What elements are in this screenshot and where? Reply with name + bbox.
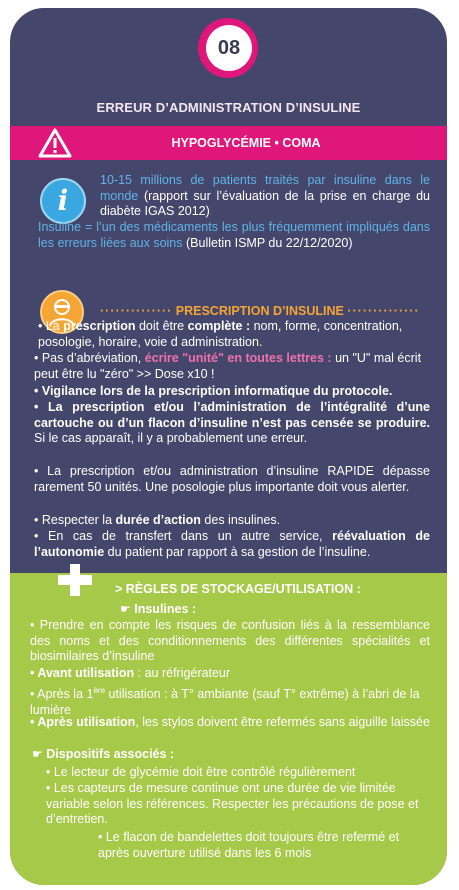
pointing-hand-icon-devices: ☛ (32, 747, 43, 761)
plus-icon-vertical (70, 564, 80, 596)
insulin-error-card (10, 8, 447, 885)
hypoglycemia-label: HYPOGLYCÉMIE • COMA (171, 136, 321, 150)
prescription-bullet-complete: • La prescription doit être complète : nom, forme, concentration, posologie, horaire, voie d administration. (38, 319, 403, 349)
prescription-bullet-abbreviation: • Pas d’abréviation, écrire "unité" en toutes lettres : un "U" mal écrit peut être lu "zéro" >> Dose x10 ! (34, 351, 422, 381)
info-icon: i (40, 178, 86, 224)
device-item-strips: • Le flacon de bandelettes doit toujours être refermé et après ouverture utilisé dans les 6 mois (98, 830, 400, 860)
badge-number: 08 (206, 25, 252, 71)
prescription-bullet-transfer: • En cas de transfert dans un autre service, réévaluation de l’autonomie du patient par rapport à sa gestion de l’insuline. (34, 529, 430, 559)
card-title: ERREUR D’ADMINISTRATION D’INSULINE (96, 100, 361, 115)
prescription-heading: ·············· PRESCRIPTION D’INSULINE ·············· (100, 304, 420, 318)
device-item-sensors: • Les capteurs de mesure continue ont une durée de vie limitée variable selon les références. Respecter les précautions de pose et d’entretien. (46, 781, 419, 826)
prescription-bullet-cartridge: • La prescription et/ou l’administration de l’intégralité d’une cartouche ou d’un flacon d’insuline n’est pas censée se produire. Si le cas apparaît, il y a probablement une erreur. (34, 400, 430, 445)
warning-icon (38, 128, 72, 158)
storage-item-first-use: • Après la 1ère utilisation : à T° ambiante (sauf T° extrême) à l’abri de la lumière (30, 686, 420, 717)
insulines-subheading: ☛ Insulines : (120, 602, 197, 616)
number-badge (188, 18, 270, 78)
prescription-bullet-duration: • Respecter la durée d’action des insulines. (34, 513, 281, 527)
devices-subheading: ☛ Dispositifs associés : (32, 747, 175, 761)
storage-item-after-use: • Après utilisation, les stylos doivent être refermés sans aiguille laissée (30, 715, 430, 729)
pointing-hand-icon: ☛ (120, 602, 131, 616)
info-stat-2: Insuline = l’un des médicaments les plus fréquemment impliqués dans les erreurs liées aux soins (Bulletin ISMP du 22/12/2020) (38, 220, 430, 250)
prescription-bullet-vigilance: • Vigilance lors de la prescription informatique du protocole. (34, 384, 393, 398)
prescription-bullet-rapid: • La prescription et/ou administration d’insuline RAPIDE dépasse rarement 50 unités. Une posologie plus importante doit vous alerter. (34, 464, 430, 494)
storage-item-before-use: • Avant utilisation : au réfrigérateur (30, 666, 231, 680)
info-stat-1: 10-15 millions de patients traités par insuline dans le monde (rapport sur l’évaluation de la prise en charge du diabète IGAS 2012) (100, 173, 430, 218)
storage-item-confusion: • Prendre en compte les risques de confusion liés à la ressemblance des noms et des conditionnements des différentes spécialités et biosimilaires d’insuline (30, 618, 430, 663)
storage-heading: > RÈGLES DE STOCKAGE/UTILISATION : (115, 582, 361, 596)
device-item-glucometer: • Le lecteur de glycémie doit être contrôlé régulièrement (46, 765, 356, 779)
